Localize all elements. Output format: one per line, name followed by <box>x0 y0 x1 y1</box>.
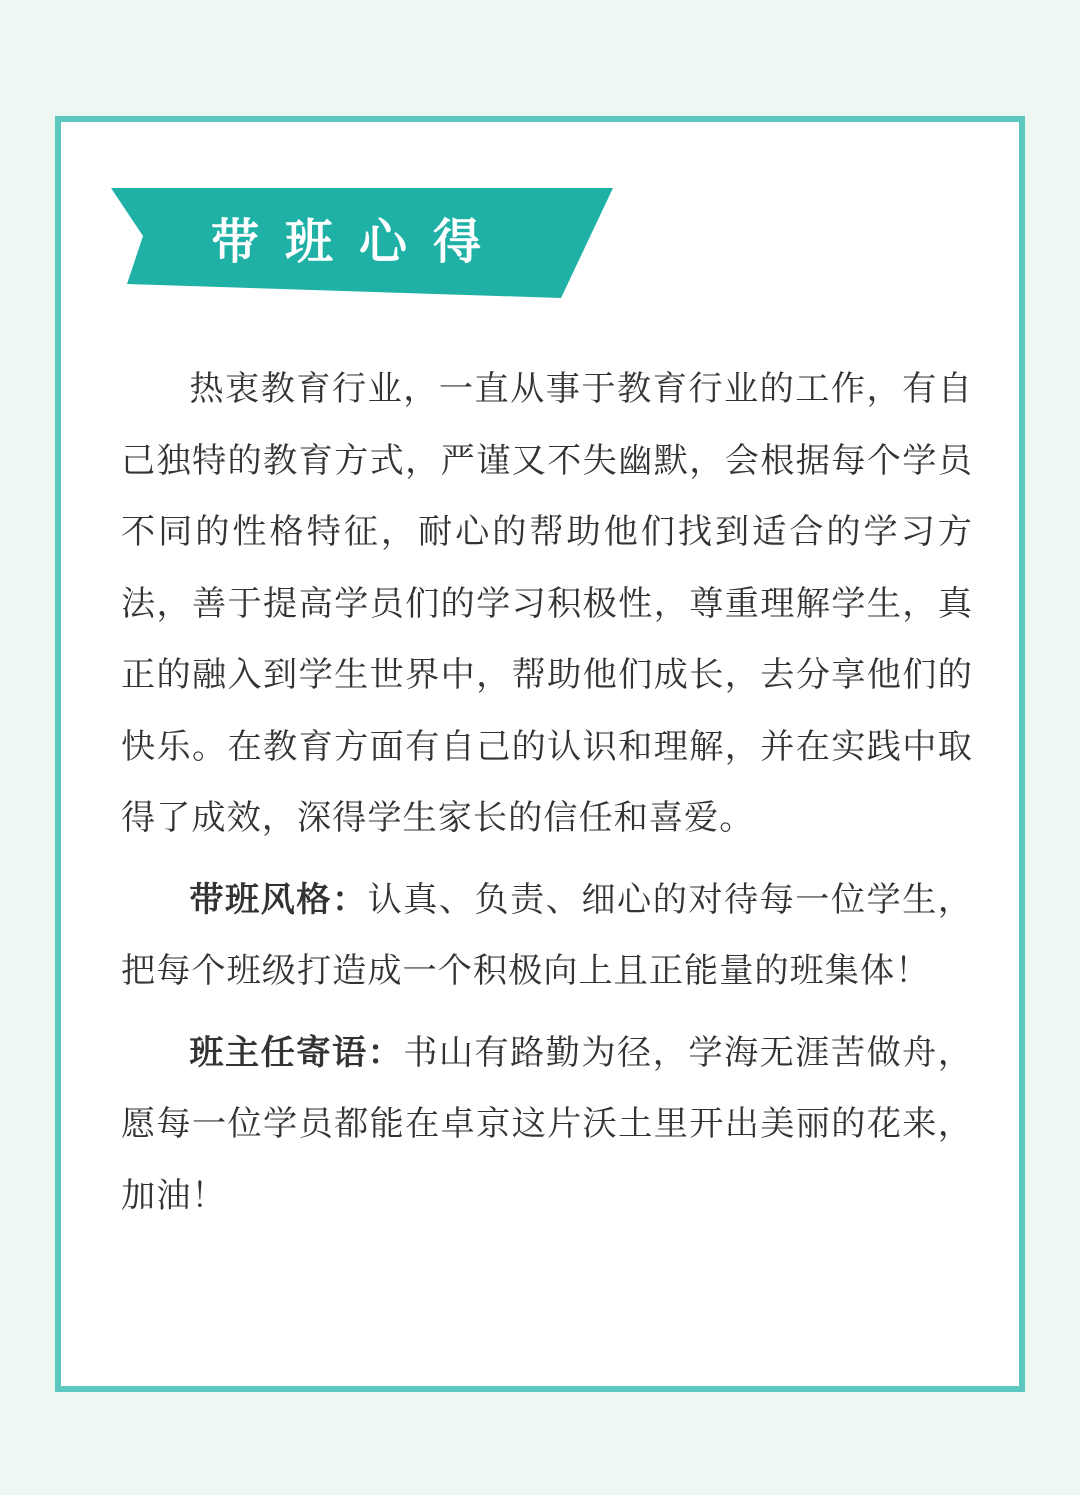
intro-text: 热衷教育行业，一直从事于教育行业的工作，有自己独特的教育方式，严谨又不失幽默，会根据每个学员不同的性格特征，耐心的帮助他们找到适合的学习方法，善于提高学员们的学习积极性，尊重理解学生，真正的融入到学生世界中，帮助他们成长，去分享他们的快乐。在教育方面有自己的认识和理解，并在实践中取得了成效，深得学生家长的信任和喜爱。 <box>121 369 973 838</box>
content-card <box>55 116 1025 1392</box>
message-label: 班主任寄语： <box>189 1032 404 1073</box>
style-paragraph <box>121 865 973 1008</box>
title-banner <box>111 188 613 298</box>
article-body <box>121 354 973 1242</box>
style-text: 认真、负责、细心的对待每一位学生，把每个班级打造成一个积极向上且正能量的班集体！ <box>121 879 973 991</box>
message-paragraph <box>121 1018 973 1233</box>
style-label: 带班风格： <box>189 879 368 920</box>
page-title: 带班心得 <box>211 214 508 270</box>
intro-paragraph <box>121 354 973 855</box>
message-text: 书山有路勤为径，学海无涯苦做舟，愿每一位学员都能在卓京这片沃土里开出美丽的花来，加油！ <box>121 1032 973 1216</box>
